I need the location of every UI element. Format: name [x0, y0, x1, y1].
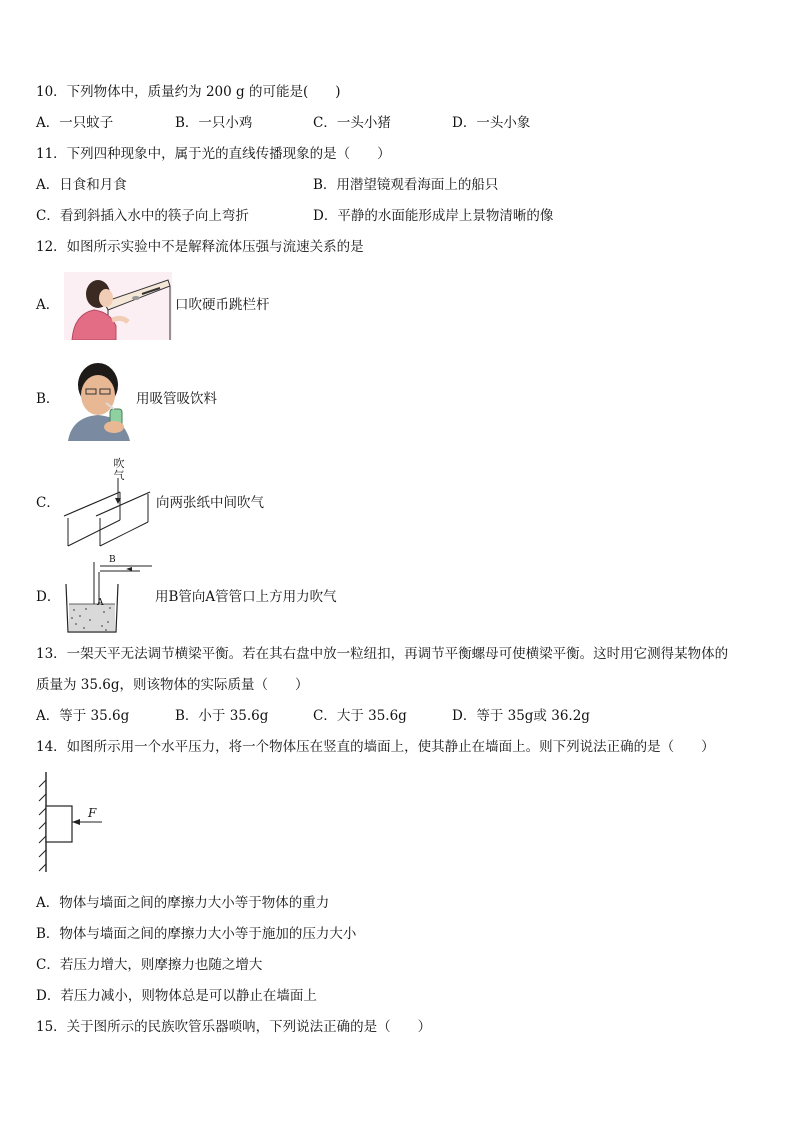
- q12-figure-d-label-b: B: [109, 555, 116, 565]
- q12-figure-d-label-a: A: [97, 598, 104, 608]
- q14-option-a: A．物体与墙面之间的摩擦力大小等于物体的重力: [36, 895, 330, 911]
- q11-option-c: C．看到斜插入水中的筷子向上弯折: [36, 208, 249, 224]
- q12-option-d-caption: 用B管向A管管口上方用力吹气: [155, 589, 337, 605]
- q12-option-d-letter: D．: [36, 589, 61, 605]
- q12-figure-a-girl-blowing-coin: [64, 272, 172, 340]
- q13-stem-line2: 质量为 35.6g，则该物体的实际质量（ ）: [36, 677, 309, 693]
- q12-option-b-caption: 用吸管吸饮料: [136, 391, 217, 407]
- q12-stem: 12．如图所示实验中不是解释流体压强与流速关系的是: [36, 239, 364, 255]
- q14-option-c: C．若压力增大，则摩擦力也随之增大: [36, 957, 263, 973]
- q11-option-b: B．用潜望镜观看海面上的船只: [313, 177, 499, 193]
- q12-option-c-caption: 向两张纸中间吹气: [156, 495, 264, 511]
- q11-option-a: A．日食和月食: [36, 177, 127, 193]
- q13-option-a: A．等于 35.6g: [36, 708, 130, 724]
- q10-stem: 10．下列物体中，质量约为 200 g 的可能是( ): [36, 84, 341, 100]
- q14-figure-wall-block-force: [36, 770, 108, 874]
- q10-option-b: B．一只小鸡: [175, 115, 253, 131]
- q12-option-a-caption: 口吹硬币跳栏杆: [175, 297, 270, 313]
- q12-figure-c-label: 吹气: [113, 457, 125, 482]
- q14-option-b: B．物体与墙面之间的摩擦力大小等于施加的压力大小: [36, 926, 357, 942]
- q12-option-a-letter: A．: [36, 297, 60, 313]
- q10-option-c: C．一头小猪: [313, 115, 391, 131]
- q10-option-d: D．一头小象: [452, 115, 531, 131]
- q11-stem: 11．下列四种现象中，属于光的直线传播现象的是（ ）: [36, 146, 391, 162]
- q12-figure-c-two-papers: [60, 458, 152, 550]
- q13-option-d: D．等于 35g或 36.2g: [452, 708, 590, 724]
- q12-figure-b-boy-drinking-straw: [64, 357, 134, 441]
- q12-option-b-letter: B．: [36, 391, 60, 407]
- q14-option-d: D．若压力减小，则物体总是可以静止在墙面上: [36, 988, 317, 1004]
- q14-figure-force-label: F: [88, 806, 97, 820]
- q10-option-a: A．一只蚊子: [36, 115, 114, 131]
- q12-option-c-letter: C．: [36, 495, 60, 511]
- q15-stem: 15．关于图所示的民族吹管乐器唢呐，下列说法正确的是（ ）: [36, 1019, 432, 1035]
- q13-option-b: B．小于 35.6g: [175, 708, 269, 724]
- q13-option-c: C．大于 35.6g: [313, 708, 407, 724]
- q14-stem: 14．如图所示用一个水平压力，将一个物体压在竖直的墙面上，使其静止在墙面上。则下列说法正确的是（ ）: [36, 739, 715, 755]
- q13-stem-line1: 13．一架天平无法调节横梁平衡。若在其右盘中放一粒纽扣，再调节平衡螺母可使横梁平衡。这时用它测得某物体的: [36, 646, 729, 662]
- q12-figure-d-beaker-tubes: [62, 554, 154, 636]
- q11-option-d: D．平静的水面能形成岸上景物清晰的像: [313, 208, 554, 224]
